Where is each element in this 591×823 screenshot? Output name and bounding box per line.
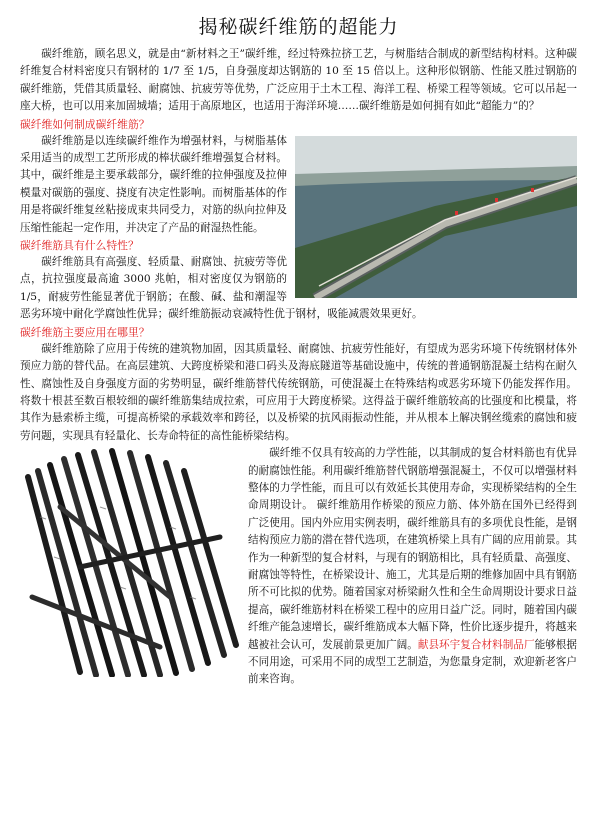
section-heading-1: 碳纤维如何制成碳纤维筋？	[20, 117, 150, 131]
section-heading-2: 碳纤维筋具有什么特性？	[20, 239, 139, 253]
company-name: 献县环宇复合材料制品厂	[417, 638, 535, 651]
bridge-photo	[295, 136, 577, 298]
section-body-3: 碳纤维筋除了应用于传统的建筑物加固，因其质量轻、耐腐蚀、抗疲劳性能好，有望成为恶劣环境下传统钢材体外预应力筋的替代品。在高层建筑、大跨度桥梁和港口码头及海底隧道等基础设施中，传统的普通钢筋混凝土结构在耐久性、腐蚀性及自身强度方面的劣势明显，碳纤维筋替代传统钢筋，可使混凝土在特殊结构或恶劣环境下仍能发挥作用。 将数十根甚至数百根较细的碳纤维筋集结成拉索，可应用于大跨度桥梁。这得益于碳纤维筋较高的比强度和比模量，将其作为悬索桥主缆，可提高桥梁的承载效率和跨径，以及桥梁的抗风雨振动性能，并从根本上解决钢丝缆索的腐蚀和疲劳问题，实现具有轻量化、长寿命特征的高性能桥梁结构。	[20, 342, 577, 442]
closing-text: 碳纤维不仅具有较高的力学性能，以其制成的复合材料筋也有优异的耐腐蚀性能。利用碳纤维筋替代钢筋增强混凝土，不仅可以增强材料整体的力学性能，而且可以有效延长其使用寿命，实现桥梁结构的全生命周期设计。 碳纤维筋用作桥梁的预应力筋、体外筋在国外已经得到广泛使用。国内外应用实例表明，碳纤维筋具有的多项优良性能，是钢结构预应力筋的潜在替代选项，在建筑桥梁上具有广阔的应用前景。其作为一种新型的复合材料，与现有的钢筋相比，具有轻质量、高强度、耐腐蚀等特性，在桥梁设计、施工，尤其是后期的维修加固中具有钢筋所不可比拟的优势。随着国家对桥梁耐久性和全生命周期设计要求日益提高，碳纤维筋材料在桥梁工程中的应用日益广泛。同时，随着国内碳纤维产能急速增长，碳纤维筋成本大幅下降，性价比逐步提升，将越来越被社会认可，发展前景更加广阔。	[248, 447, 577, 651]
section-body-2: 碳纤维筋具有高强度、轻质量、耐腐蚀、抗疲劳等优点，抗拉强度最高逾 3000 兆帕，相对密度仅为钢筋的 1/5，耐疲劳性能显著优于钢筋；在酸、碱、盐和潮湿等恶劣环境中耐化学腐蚀性优异；碳纤维筋振动衰减特性优于钢材，吸能减震效果更好。	[20, 256, 423, 321]
intro-paragraph: 碳纤维筋，顾名思义，就是由“新材料之王”碳纤维，经过特殊拉挤工艺，与树脂结合制成的新型结构材料。这种碳纤维复合材料密度只有钢材的 1/7 至 1/5，自身强度却达钢筋的 10 至 15 倍以上。这种形似钢筋、性能又胜过钢筋的碳纤维筋，凭借其质量轻、耐腐蚀、抗疲劳等优势，广泛应用于土木工程、海洋工程、桥梁工程等领域。它可以吊起一座大桥，也可以用来加固城墙；适用于高原地区，也适用于海洋环境……碳纤维筋是如何拥有如此“超能力”的？	[20, 48, 577, 113]
carbon-rod-photo	[20, 447, 240, 677]
section-heading-3: 碳纤维筋主要应用在哪里？	[20, 325, 150, 339]
page-title: 揭秘碳纤维筋的超能力	[198, 16, 399, 38]
section-body-1: 碳纤维筋是以连续碳纤维作为增强材料，与树脂基体采用适当的成型工艺所形成的棒状碳纤维增强复合材料。其中，碳纤维是主要承载部分，碳纤维的拉伸强度及拉伸模量对碳筋的强度、挠度有决定性影响。而树脂基体的作用是将碳纤维复丝粘接成束共同受力，对筋的纵向拉伸及压缩性能起一定作用，并决定了产品的耐湿热性能。	[20, 134, 287, 234]
closing-tail: 能够根据不同用途，可采用不同的成型工艺制造，为您量身定制，欢迎新老客户前来咨询。	[248, 638, 578, 686]
